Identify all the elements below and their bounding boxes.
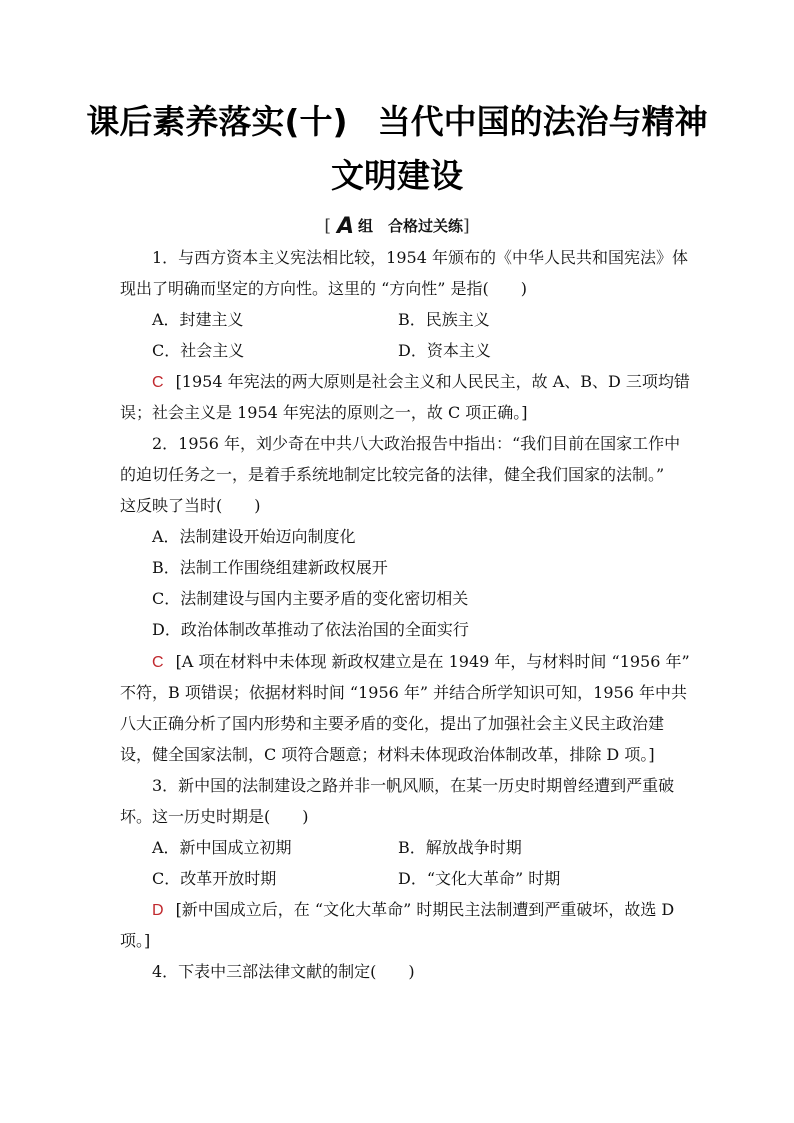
q3-explanation-text: [新中国成立后，在 “文化大革命” 时期民主法制遭到严重破坏，故选 D [175,900,675,919]
q1-explanation-text: [1954 年宪法的两大原则是社会主义和人民民主，故 A、B、D 三项均错 [175,372,690,391]
q3-explanation-line [152,900,676,921]
q3-option-b: B．解放战争时期 [398,838,522,857]
q1-stem-line: 1．与西方资本主义宪法相比较，1954 年颁布的《中华人民共和国宪法》体 [152,248,688,267]
bracket-open: [ [324,216,331,236]
q2-stem-line: 这反映了当时( ) [120,496,261,515]
bracket-close: ] [463,216,470,236]
q2-stem-line: 2．1956 年，刘少奇在中共八大政治报告中指出：“我们目前在国家工作中 [152,434,681,453]
q3-option-a: A．新中国成立初期 [152,838,292,857]
page-title-line2: 文明建设 [331,156,463,195]
q2-option-c: C．法制建设与国内主要矛盾的变化密切相关 [152,589,469,608]
q2-explanation-line [152,652,690,673]
q2-option-b: B．法制工作围绕组建新政权展开 [152,558,388,577]
q2-answer: C [152,654,164,671]
group-letter: A [336,214,354,239]
q1-stem-line: 现出了明确而坚定的方向性。这里的 “方向性” 是指( ) [120,279,528,298]
q1-option-a: A．封建主义 [152,310,244,329]
page-title [0,96,794,143]
group-label: 组 合格过关练 [358,217,464,235]
q3-answer: D [152,902,164,919]
q3-stem-line: 3．新中国的法制建设之路并非一帆风顺，在某一历史时期曾经遭到严重破 [152,776,675,795]
q2-stem-line: 的迫切任务之一，是着手系统地制定比较完备的法律，健全我们国家的法制。” [120,465,665,484]
q2-option-d: D．政治体制改革推动了依法治国的全面实行 [152,620,469,639]
q1-option-c: C．社会主义 [152,341,245,360]
q2-explanation-line: 八大正确分析了国内形势和主要矛盾的变化，提出了加强社会主义民主政治建 [120,714,665,733]
q1-answer: C [152,374,164,391]
title-part-right: 当代中国的法治与精神 [377,102,708,141]
q2-explanation-line: 不符，B 项错误；依据材料时间 “1956 年” 并结合所学知识可知，1956 年中共 [120,683,687,702]
q3-option-c: C．改革开放时期 [152,869,277,888]
q1-option-b: B．民族主义 [398,310,490,329]
q1-option-d: D．资本主义 [398,341,491,360]
q3-stem-line: 坏。这一历史时期是( ) [120,807,309,826]
q3-option-d: D．“文化大革命” 时期 [398,869,561,888]
section-heading [0,214,794,239]
q2-explanation-line: 设，健全国家法制，C 项符合题意；材料未体现政治体制改革，排除 D 项。] [120,745,655,764]
q1-explanation-line: 误；社会主义是 1954 年宪法的原则之一，故 C 项正确。] [120,403,528,422]
q1-explanation-line [152,372,690,393]
q4-stem-line: 4．下表中三部法律文献的制定( ) [152,962,415,981]
q3-explanation-line: 项。] [120,931,151,950]
q2-option-a: A．法制建设开始迈向制度化 [152,527,356,546]
title-part-left: 课后素养落实(十) [86,102,348,141]
q2-explanation-text: [A 项在材料中未体现 新政权建立是在 1949 年，与材料时间 “1956 年” [175,652,690,671]
